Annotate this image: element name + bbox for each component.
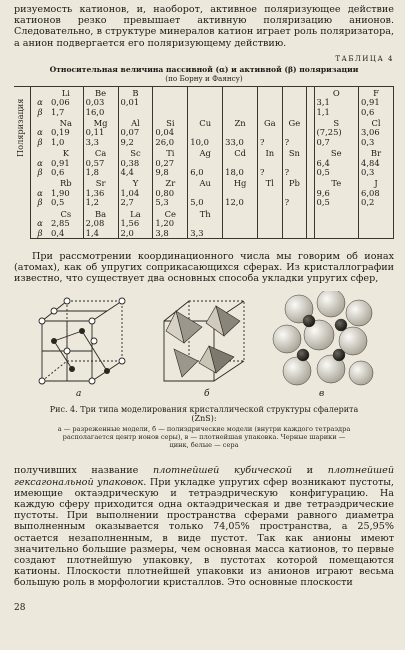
element-symbol: Hg [223,177,258,188]
element-symbol: Cd [223,147,258,158]
table-cell: 3,3 [83,138,118,147]
table-cell: 0,06 [49,98,83,107]
element-symbol: Te [314,177,359,188]
element-symbol: Zr [153,177,188,188]
element-symbol: Se [314,147,359,158]
table-title: Относительная величина пассивной (α) и активной (β) поляризации [49,64,359,74]
row-symbol: α [37,218,43,229]
element-symbol [307,147,314,158]
element-symbol [188,86,223,98]
element-symbol: Sr [83,177,118,188]
table-cell: 0,07 [118,128,153,137]
page [14,4,394,589]
table-cell [307,168,314,177]
table-cell [258,219,283,228]
element-symbol: Rb [49,177,83,188]
p3-mid: и [292,465,328,477]
table-cell: 5,0 [188,198,223,207]
element-symbol: Sc [118,147,153,158]
table-cell: 6,0 [188,168,223,177]
table-cell: 1,20 [153,219,188,228]
element-symbol: Ga [258,117,283,128]
element-symbol: J [359,177,394,188]
table-cell: ? [282,138,307,147]
table-cell: 1,7 [49,108,83,117]
element-symbol: Ca [83,147,118,158]
element-symbol: Pb [282,177,307,188]
element-symbol: K [49,147,83,158]
row-symbol: β [37,136,43,147]
table-cell [314,229,359,239]
row-symbol: β [31,229,50,239]
table-cell: 2,85 [49,219,83,228]
table-cell: 26,0 [153,138,188,147]
table-cell: 2,08 [83,219,118,228]
table-cell: 1,0 [49,138,83,147]
element-symbol: Ce [153,208,188,219]
element-symbol [258,86,283,98]
element-symbol: Ti [153,147,188,158]
table-cell [188,108,223,117]
table-cell [282,219,307,228]
table-cell: 9,2 [118,138,153,147]
table-cell: 6,08 [359,189,394,198]
table-cell: 3,8 [153,229,188,239]
table-cell [282,108,307,117]
element-symbol [282,86,307,98]
table-cell [359,229,394,239]
row-symbol: α [37,187,43,198]
table-cell: 0,91 [359,98,394,107]
page-number: 28 [14,603,26,613]
element-symbol: Br [359,147,394,158]
element-symbol [223,208,258,219]
table-cell [153,98,188,107]
element-symbol: Na [49,117,83,128]
element-symbol: B [118,86,153,98]
table-cell: 0,11 [83,128,118,137]
table-cell: 0,80 [153,189,188,198]
polarization-table [14,86,394,239]
table-cell: 9,6 [314,189,359,198]
table-cell: 1,04 [118,189,153,198]
element-symbol: Y [118,177,153,188]
table-cell: 0,5 [314,168,359,177]
body-paragraph-3 [14,465,394,588]
table-cell: 3,06 [359,128,394,137]
table-cell [314,219,359,228]
element-symbol [307,177,314,188]
table-cell [223,108,258,117]
table-cell [258,98,283,107]
close-packing-drawing [269,291,379,391]
side-label: Поляризация [15,98,25,157]
element-symbol [307,86,314,98]
table-cell: ? [258,138,283,147]
table-cell: 0,2 [359,198,394,207]
element-symbol [307,208,314,219]
table-cell [282,98,307,107]
polyhedral-model-drawing [154,291,254,391]
table-cell: 0,38 [118,159,153,168]
table-cell: 0,04 [153,128,188,137]
row-symbol: β [37,197,43,208]
table-cell [307,219,314,228]
table-cell: 0,7 [314,138,359,147]
table-cell [188,98,223,107]
row-symbol: α [37,157,43,168]
figure-letter-a: а [76,388,82,399]
table-cell [359,219,394,228]
table-cell: 9,8 [153,168,188,177]
table-cell: 0,03 [83,98,118,107]
table-cell [307,229,314,239]
p3-after: . При укладке упругих сфер возникают пустоты, имеющие октаэдрическую и тетраэдрическую конфигурацию. На каждую сферу приходится одна октаэдрическая и две тетраэдрические пустоты. При выполнении пространства сферами равного диаметра выполненным оказывается только 74,05% пространства, а 25,95% остается незаполненным, в виде пустот. Так как анионы имеют значительно большие размеры, чем основная масса катионов, то первые создают плотнейшую упаковку, в пустотах которой помещаются катионы. Плоскости плотнейшей упаковки из анионов играют весьма большую роль в морфологии кристаллов. Это основные плоскости [14,476,394,589]
element-symbol: Ge [282,117,307,128]
row-symbol: β [37,167,43,178]
element-symbol [359,208,394,219]
table-cell [258,229,283,239]
element-symbol: Zn [223,117,258,128]
table-cell: 0,4 [49,229,83,239]
table-cell [307,138,314,147]
element-symbol: O [314,86,359,98]
table-cell: 0,19 [49,128,83,137]
element-symbol [314,208,359,219]
table-cell [307,159,314,168]
table-cell: 1,2 [83,198,118,207]
element-symbol: Au [188,177,223,188]
table-cell: 0,6 [49,168,83,177]
table-cell: 0,91 [49,159,83,168]
table-cell: 3,3 [188,229,223,239]
element-symbol: Cl [359,117,394,128]
table-cell: 0,01 [118,98,153,107]
row-symbol: α [37,127,43,138]
figure-caption: Рис. 4. Три типа моделирования кристаллической структуры сфалерита (ZnS): [49,404,359,423]
table-cell: 0,5 [314,198,359,207]
row-symbol: β [37,106,43,117]
element-symbol: Ag [188,147,223,158]
row-symbol: α [37,97,43,108]
element-symbol: In [258,147,283,158]
table-cell: 0,57 [83,159,118,168]
table-cell [307,108,314,117]
table-cell: 16,0 [83,108,118,117]
p3-term-hexagonal: плотнейшей гексагональной упаковок [14,465,394,488]
row-symbol [31,147,50,158]
element-symbol: Al [118,117,153,128]
element-symbol: Tl [258,177,283,188]
element-symbol: Mg [83,117,118,128]
table-cell: 4,84 [359,159,394,168]
element-symbol: Cs [49,208,83,219]
body-paragraph-2: При рассмотрении координационного числа мы говорим об ионах (атомах), как об упругих соприкасающихся сферах. Из кристаллографии известно, что существует два основных способа укладки упругих сфер, [14,250,394,285]
element-symbol: Li [49,86,83,98]
table-cell [223,98,258,107]
table-cell: 1,1 [314,108,359,117]
table-cell: 0,3 [359,138,394,147]
table-cell: 1,56 [118,219,153,228]
table-cell [307,128,314,137]
figure-4 [14,291,394,401]
figure-legend: а — разреженные модели, б — полиэдрические модели (внутри каждого тетраэдра располагается центр ионов серы), в — плотнейшая упаковка. Черные шарики — цинк, белые — сера [57,425,351,450]
table-cell [307,198,314,207]
table-cell [153,108,188,117]
element-symbol [307,117,314,128]
table-cell: 12,0 [223,198,258,207]
table-cell: 1,90 [49,189,83,198]
table-cell: 2,0 [118,229,153,239]
p3-term-cubic: плотнейшей кубической [153,465,292,477]
table-cell: ? [282,198,307,207]
p3-before: получивших название [14,465,154,477]
table-cell: 10,0 [188,138,223,147]
table-cell [307,189,314,198]
table-cell: 4,4 [118,168,153,177]
table-cell: 0,5 [49,198,83,207]
table-cell: 6,4 [314,159,359,168]
table-cell: 1,36 [83,189,118,198]
side-label-cell [14,86,31,238]
element-symbol [223,86,258,98]
table-cell [223,229,258,239]
sparse-model-drawing [32,291,132,391]
table-cell: 33,0 [223,138,258,147]
table-cell: 1,8 [83,168,118,177]
table-cell: 1,4 [83,229,118,239]
table-cell: ? [258,168,283,177]
element-symbol [153,86,188,98]
table-label: ТАБЛИЦА 4 [335,54,394,63]
element-symbol: Cu [188,117,223,128]
element-symbol [282,208,307,219]
element-symbol [258,208,283,219]
figure-letter-b: б [204,388,210,399]
table-cell: 0,27 [153,159,188,168]
table-cell [307,98,314,107]
element-symbol: F [359,86,394,98]
element-symbol: Sn [282,147,307,158]
table-cell [282,229,307,239]
table-cell: 5,3 [153,198,188,207]
element-symbol: Si [153,117,188,128]
intro-paragraph: ризуемость катионов, и, наоборот, активное поляризующее действие катионов резко превышает активную поляризацию анионов. Следовательно, в структуре минералов катион играет роль поляризатора, а анион подвергается его поляризующему действию. [14,4,394,49]
table-cell [223,219,258,228]
element-symbol: Be [83,86,118,98]
table-cell [258,198,283,207]
table-cell [258,108,283,117]
table-cell: 0,6 [359,108,394,117]
table-cell [258,189,283,198]
figure-letter-v: в [319,388,325,399]
table-cell: ? [282,168,307,177]
table-cell [118,108,153,117]
table-cell: 18,0 [223,168,258,177]
table-cell: 2,7 [118,198,153,207]
table-cell: 3,1 [314,98,359,107]
table-subtitle: (по Борну и Фаянсу) [165,73,243,83]
element-symbol: S [314,117,359,128]
element-symbol: Th [188,208,223,219]
element-symbol: Ba [83,208,118,219]
element-symbol: La [118,208,153,219]
table-cell: 0,3 [359,168,394,177]
table-cell: (7,25) [314,128,359,137]
